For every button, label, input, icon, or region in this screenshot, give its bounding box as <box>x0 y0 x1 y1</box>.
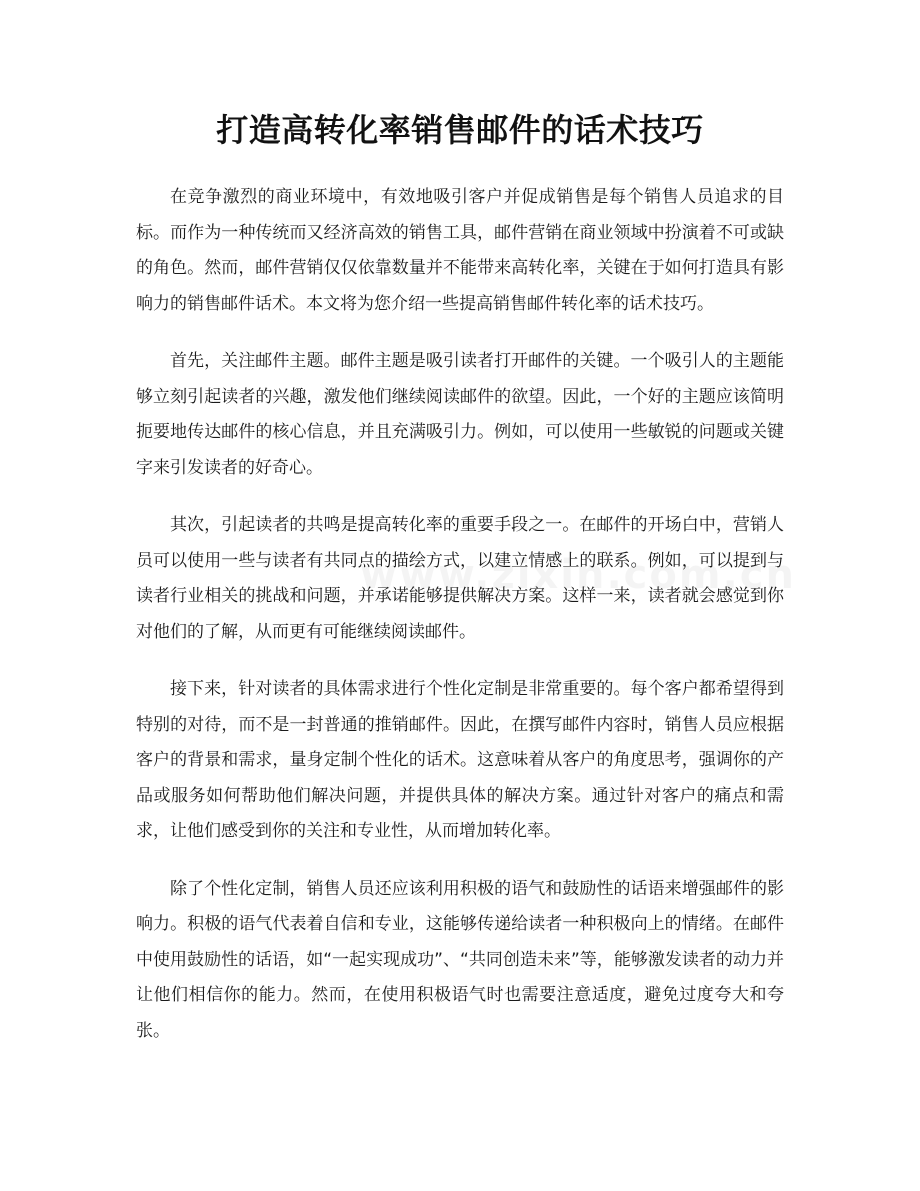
document-body <box>136 180 784 1071</box>
paragraph-subject: 首先，关注邮件主题。邮件主题是吸引读者打开邮件的关键。一个吸引人的主题能够立刻引起读者的兴趣，激发他们继续阅读邮件的欲望。因此，一个好的主题应该简明扼要地传达邮件的核心信息，并且充满吸引力。例如，可以使用一些敏锐的问题或关键字来引发读者的好奇心。 <box>136 351 784 478</box>
paragraph-intro: 在竞争激烈的商业环境中，有效地吸引客户并促成销售是每个销售人员追求的目标。而作为一种传统而又经济高效的销售工具，邮件营销在商业领域中扮演着不可或缺的角色。然而，邮件营销仅仅依靠数量并不能带来高转化率，关键在于如何打造具有影响力的销售邮件话术。本文将为您介绍一些提高销售邮件转化率的话术技巧。 <box>136 187 784 314</box>
paragraph-resonance: 其次，引起读者的共鸣是提高转化率的重要手段之一。在邮件的开场白中，营销人员可以使用一些与读者有共同点的描绘方式，以建立情感上的联系。例如，可以提到与读者行业相关的挑战和问题，并承诺能够提供解决方案。这样一来，读者就会感觉到你对他们的了解，从而更有可能继续阅读邮件。 <box>136 515 784 642</box>
page-title: 打造高转化率销售邮件的话术技巧 <box>216 111 704 149</box>
paragraph-positive-tone: 除了个性化定制，销售人员还应该利用积极的语气和鼓励性的话语来增强邮件的影响力。积极的语气代表着自信和专业，这能够传递给读者一种积极向上的情绪。在邮件中使用鼓励性的话语，如“一起实现成功”、“共同创造未来”等，能够激发读者的动力并让他们相信你的能力。然而，在使用积极语气时也需要注意适度，避免过度夸大和夸张。 <box>136 878 784 1041</box>
paragraph-personalization: 接下来，针对读者的具体需求进行个性化定制是非常重要的。每个客户都希望得到特别的对待，而不是一封普通的推销邮件。因此，在撰写邮件内容时，销售人员应根据客户的背景和需求，量身定制个性化的话术。这意味着从客户的角度思考，强调你的产品或服务如何帮助他们解决问题，并提供具体的解决方案。通过针对客户的痛点和需求，让他们感受到你的关注和专业性，从而增加转化率。 <box>136 679 784 841</box>
